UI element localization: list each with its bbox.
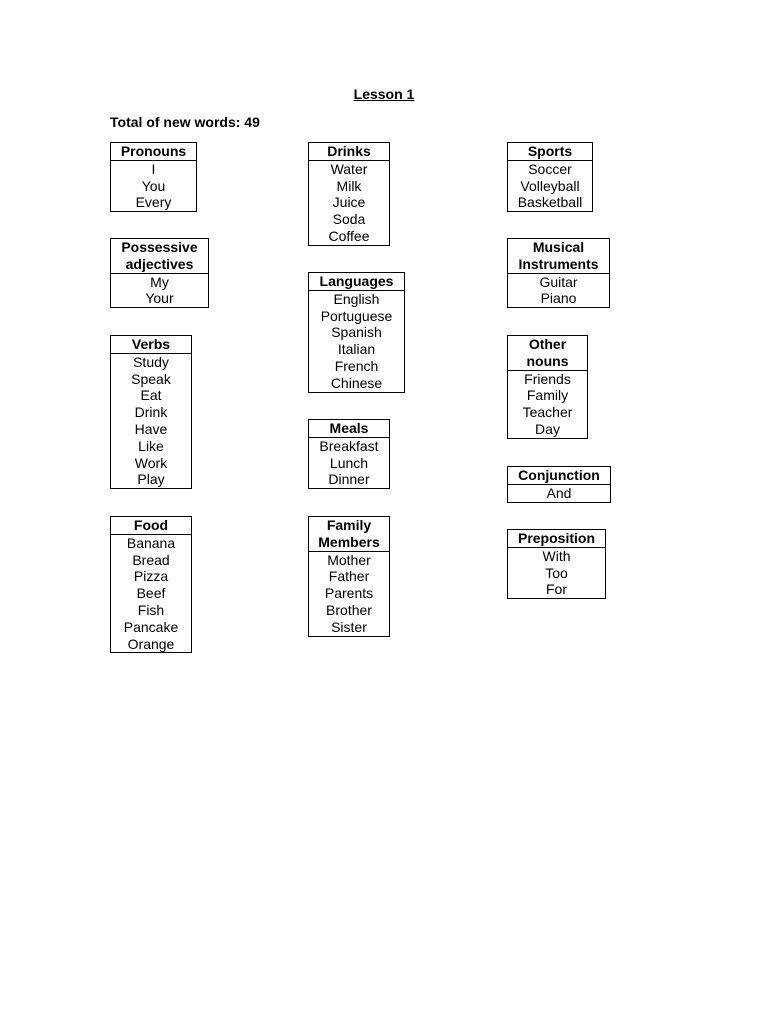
category-header-line: adjectives <box>125 255 194 272</box>
category-header-line: Sports <box>527 143 573 159</box>
category-header <box>508 239 609 274</box>
category-header-line: Verbs <box>131 336 171 352</box>
category-header <box>111 336 191 354</box>
word-item: Guitar <box>539 273 578 290</box>
word-item: And <box>546 484 572 501</box>
word-item: For <box>546 581 567 598</box>
word-item: Piano <box>540 290 577 307</box>
word-item: Coffee <box>328 227 370 244</box>
category-header-line: Family <box>326 517 372 533</box>
word-item: Soda <box>332 211 366 228</box>
category-box-other-nouns <box>507 335 588 439</box>
category-header-line: Instruments <box>518 255 599 272</box>
word-item: Portuguese <box>320 307 393 324</box>
word-item: Soccer <box>528 160 572 177</box>
word-item: Drink <box>134 404 168 421</box>
word-item: Play <box>137 471 165 488</box>
word-item: Speak <box>131 370 171 387</box>
word-item: Milk <box>336 177 362 194</box>
category-box-sports <box>507 142 593 212</box>
word-item: You <box>141 177 166 194</box>
word-item: Breakfast <box>319 437 379 454</box>
word-item: Teacher <box>522 404 573 421</box>
word-item: Mother <box>327 551 371 568</box>
word-item: French <box>334 357 379 374</box>
word-item: Dinner <box>328 471 370 488</box>
word-item: Orange <box>127 635 175 652</box>
category-header <box>309 143 389 161</box>
category-box-possessive-adjectives <box>110 238 209 308</box>
word-item: My <box>150 273 169 290</box>
word-item: Banana <box>126 534 176 551</box>
category-header <box>111 143 196 161</box>
word-item: Beef <box>136 585 166 602</box>
word-item: Chinese <box>330 374 383 391</box>
word-item: Eat <box>140 387 162 404</box>
category-box-conjunction <box>507 466 611 503</box>
category-header <box>111 517 191 535</box>
word-item: Lunch <box>329 454 369 471</box>
word-item: Friends <box>524 370 571 387</box>
word-item: Family <box>526 387 569 404</box>
word-item: With <box>542 547 571 564</box>
word-item: Basketball <box>517 194 583 211</box>
word-item: Your <box>145 290 174 307</box>
category-header-line: Languages <box>319 273 394 289</box>
category-box-preposition <box>507 529 606 599</box>
category-header <box>309 273 404 291</box>
category-box-family-members <box>308 516 390 637</box>
category-header-line: Other <box>528 336 567 352</box>
category-box-food <box>110 516 192 653</box>
word-item: Sister <box>331 618 367 635</box>
category-box-languages <box>308 272 405 393</box>
word-item: Every <box>135 194 172 211</box>
lesson-title: Lesson 1 <box>353 86 415 102</box>
word-item: Too <box>545 564 568 581</box>
word-item: Pizza <box>133 568 169 585</box>
category-box-verbs <box>110 335 192 489</box>
word-item: Water <box>330 160 368 177</box>
category-header-line: Musical <box>532 239 585 255</box>
category-header <box>508 530 605 548</box>
word-item: Day <box>535 420 560 437</box>
category-header-line: Conjunction <box>518 467 600 483</box>
category-box-musical-instruments <box>507 238 610 308</box>
word-item: English <box>333 290 380 307</box>
category-header-line: Members <box>318 533 380 550</box>
word-item: Study <box>133 353 169 370</box>
category-header-line: Pronouns <box>120 143 187 159</box>
category-header-line: Meals <box>329 420 369 436</box>
category-header <box>508 336 587 371</box>
word-item: Work <box>134 454 168 471</box>
word-item: Have <box>134 420 168 437</box>
category-header <box>508 143 592 161</box>
total-words-label: Total of new words: 49 <box>110 114 260 130</box>
word-item: Fish <box>137 601 165 618</box>
word-item: Juice <box>332 194 366 211</box>
word-item: Father <box>328 568 370 585</box>
category-header <box>508 467 610 485</box>
word-item: Parents <box>324 585 374 602</box>
category-box-meals <box>308 419 390 489</box>
category-header <box>111 239 208 274</box>
category-header-line: Possessive <box>121 239 198 255</box>
word-item: Like <box>138 437 164 454</box>
word-item: I <box>151 160 156 177</box>
category-header-line: nouns <box>526 352 569 369</box>
category-header <box>309 517 389 552</box>
word-item: Spanish <box>331 324 382 341</box>
word-item: Italian <box>337 341 376 358</box>
category-header-line: Drinks <box>327 143 371 159</box>
word-item: Volleyball <box>520 177 580 194</box>
word-item: Pancake <box>123 618 179 635</box>
category-header <box>309 420 389 438</box>
word-item: Brother <box>326 601 372 618</box>
category-box-drinks <box>308 142 390 246</box>
category-box-pronouns <box>110 142 197 212</box>
category-header-line: Preposition <box>517 530 595 546</box>
word-item: Bread <box>132 551 170 568</box>
category-header-line: Food <box>133 517 169 533</box>
